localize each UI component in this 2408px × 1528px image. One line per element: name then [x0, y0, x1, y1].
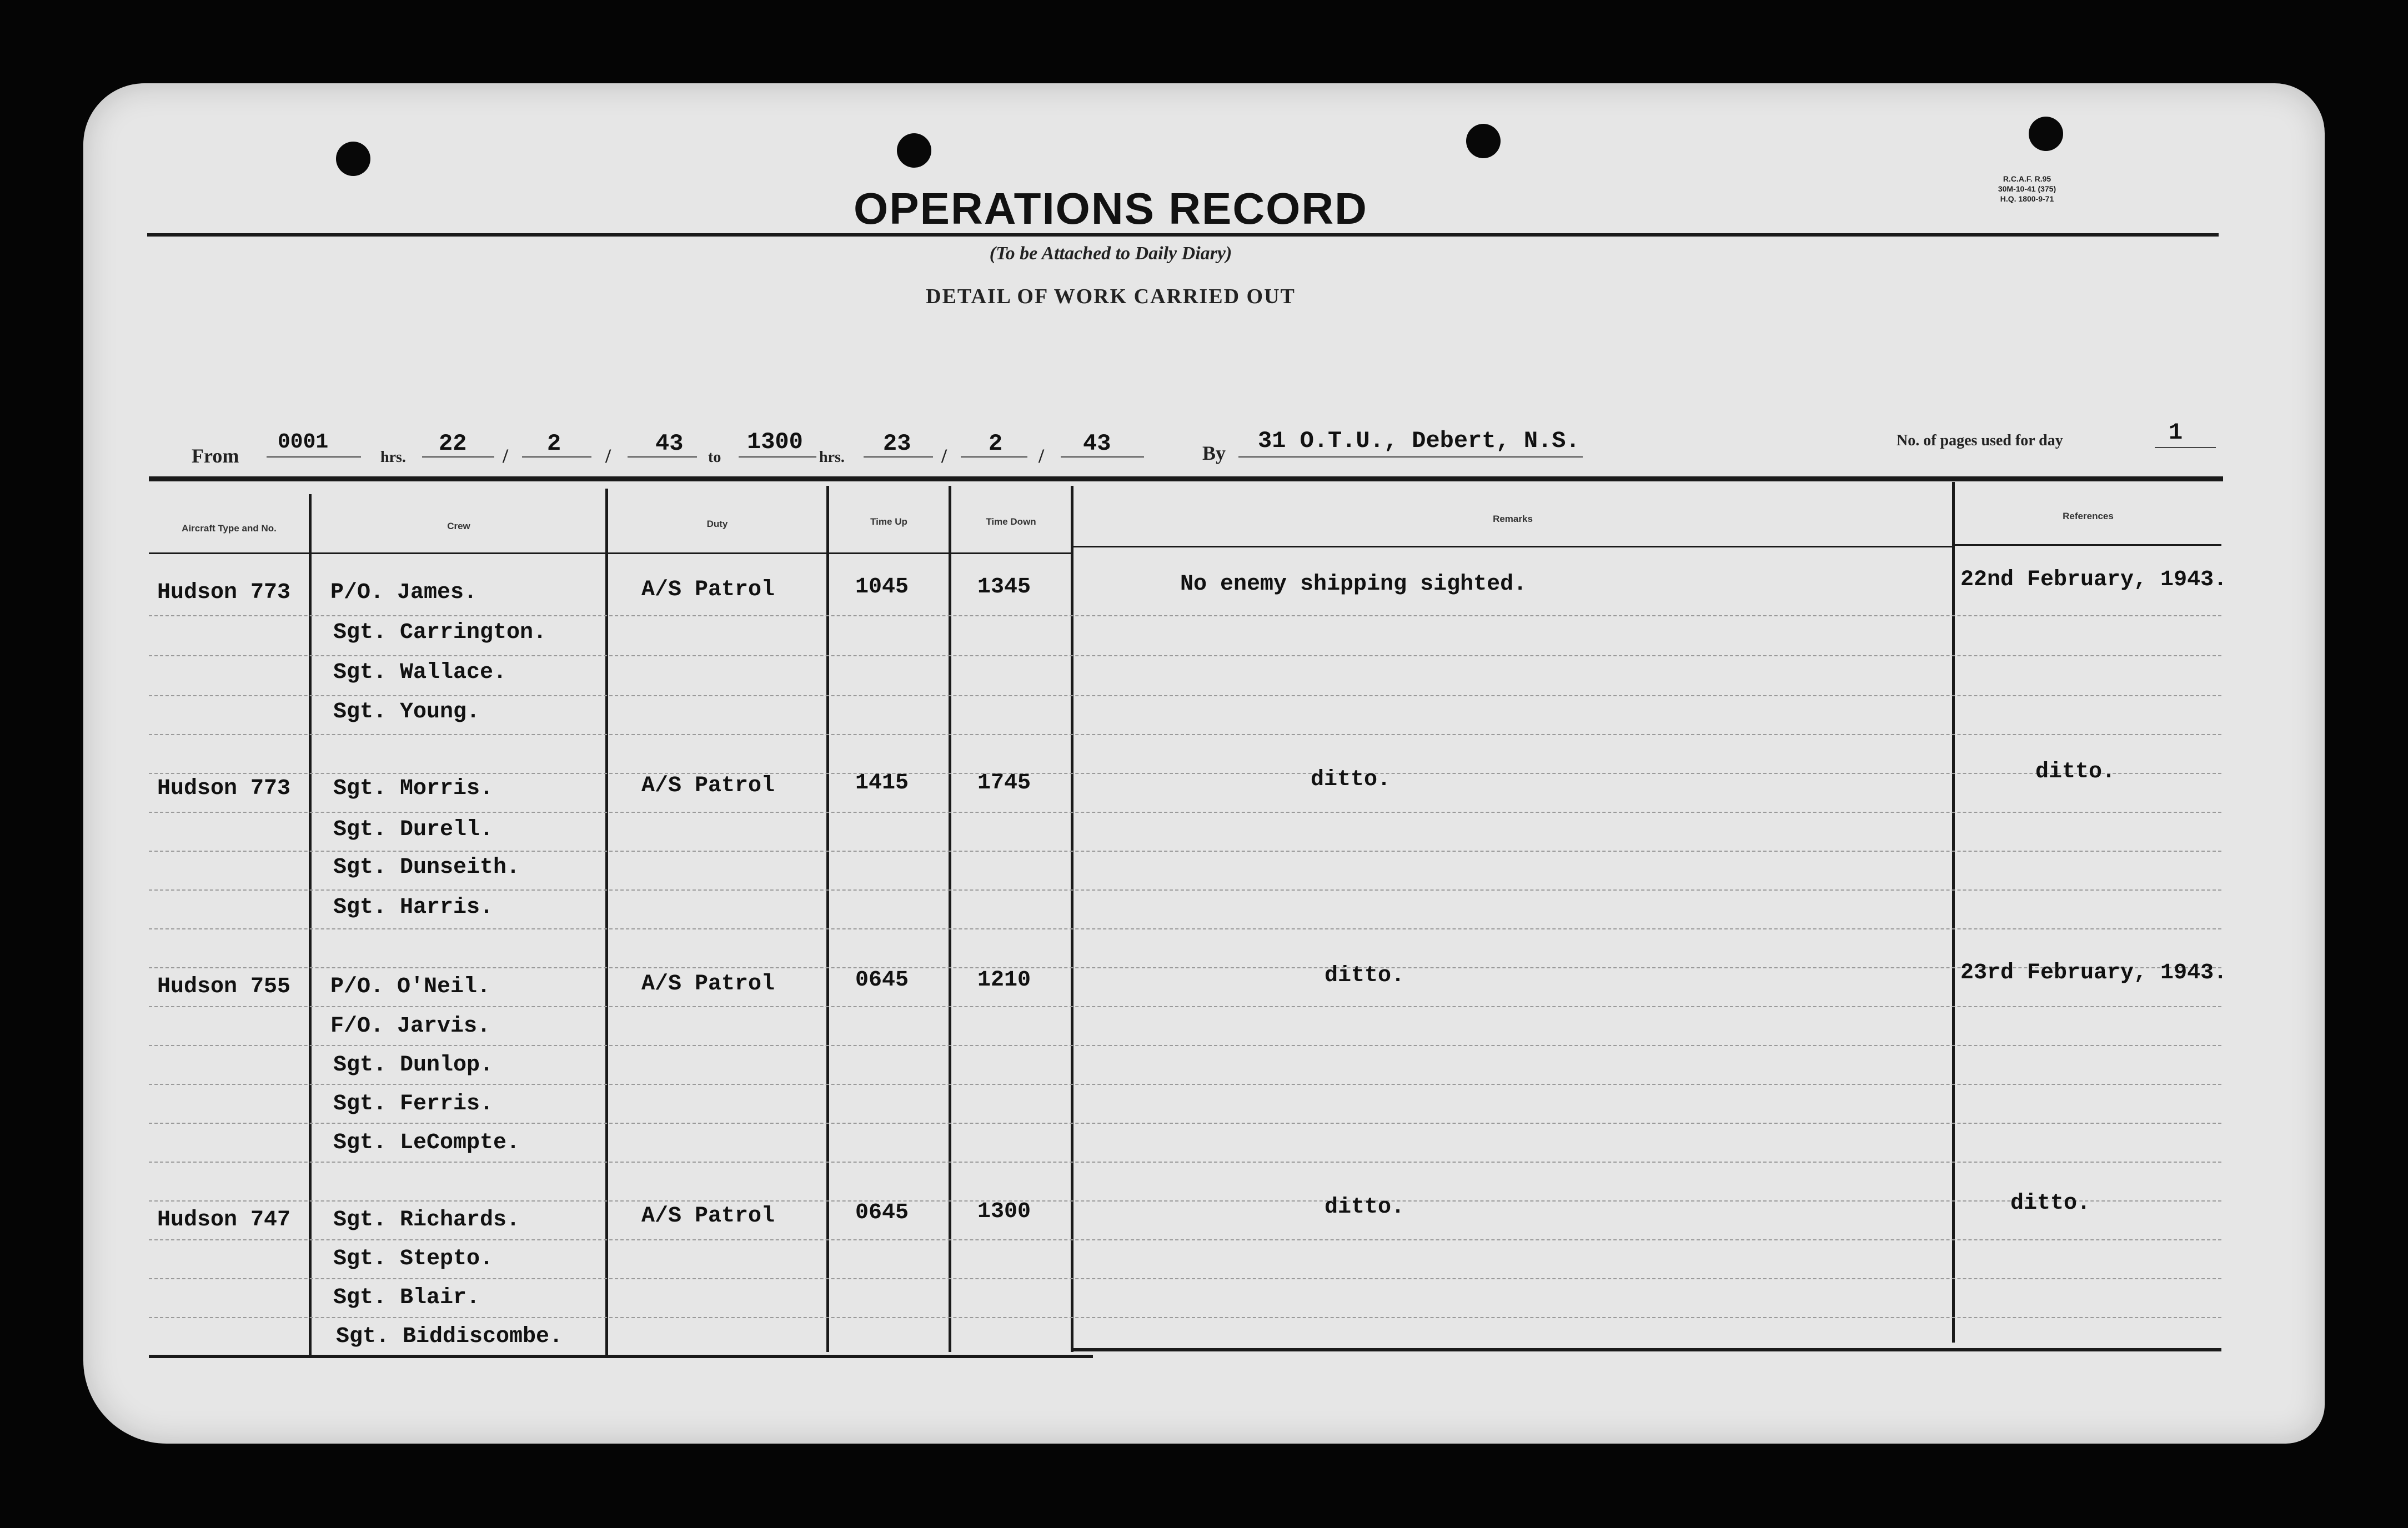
pages-value: 1: [2169, 419, 2183, 446]
ruled-line: [149, 851, 2221, 852]
ruled-line: [149, 655, 2221, 656]
crew-cell: Sgt. Carrington.: [333, 620, 547, 645]
to-label: to: [708, 449, 721, 466]
date-separator: /: [1039, 445, 1045, 467]
underline: [1061, 456, 1144, 458]
from-year-value: 43: [655, 430, 684, 457]
aircraft-cell: Hudson 773: [157, 776, 291, 801]
time-down-cell: 1745: [977, 771, 1031, 796]
date-separator: /: [503, 445, 509, 467]
underline: [267, 456, 361, 458]
page-subtitle-detail: DETAIL OF WORK CARRIED OUT: [926, 285, 1296, 308]
column-header-references: References: [2063, 511, 2114, 521]
duty-cell: A/S Patrol: [641, 1204, 775, 1229]
to-hrs-value: 1300: [747, 429, 803, 455]
reference-cell: 23rd February, 1943.: [1960, 961, 2228, 986]
aircraft-cell: Hudson 747: [157, 1208, 291, 1233]
crew-cell: P/O. O'Neil.: [330, 974, 491, 999]
ruled-line: [149, 1239, 2221, 1240]
ruled-line: [149, 1006, 2221, 1007]
page-subtitle: (To be Attached to Daily Diary): [989, 243, 1232, 264]
time-down-cell: 1210: [977, 968, 1031, 993]
form-code-line: 30M-10-41 (375): [1998, 184, 2056, 193]
form-code-line: H.Q. 1800-9-71: [2000, 194, 2054, 203]
aircraft-cell: Hudson 773: [157, 580, 291, 605]
crew-cell: P/O. James.: [330, 580, 478, 605]
crew-cell: Sgt. Biddiscombe.: [336, 1324, 563, 1349]
from-hrs-value: 0001: [278, 430, 329, 454]
ruled-line: [149, 773, 2221, 774]
time-down-cell: 1345: [977, 575, 1031, 600]
table-bottom-rule: [1072, 1348, 2221, 1351]
reference-cell: ditto.: [2035, 760, 2116, 785]
from-label: From: [192, 445, 239, 467]
time-up-cell: 1415: [855, 771, 909, 796]
table-header-rule: [149, 552, 1071, 554]
column-divider: [605, 489, 608, 1355]
form-code: [1977, 174, 2077, 204]
crew-cell: Sgt. LeCompte.: [333, 1130, 520, 1155]
column-header-aircraft: Aircraft Type and No.: [182, 523, 277, 534]
crew-cell: Sgt. Dunlop.: [333, 1053, 494, 1078]
underline: [522, 456, 591, 458]
crew-cell: Sgt. Wallace.: [333, 660, 507, 685]
reference-cell: ditto.: [2010, 1191, 2091, 1216]
ruled-line: [149, 889, 2221, 891]
from-day-value: 22: [439, 430, 467, 457]
underline: [739, 456, 816, 458]
column-header-duty: Duty: [706, 519, 728, 529]
time-up-cell: 0645: [855, 968, 909, 993]
underline: [1238, 456, 1583, 458]
punch-hole: [1466, 124, 1501, 158]
crew-cell: F/O. Jarvis.: [330, 1014, 491, 1039]
column-divider: [309, 494, 312, 1355]
ruled-line: [149, 1123, 2221, 1124]
ruled-line: [149, 1278, 2221, 1279]
table-top-rule: [149, 476, 2223, 481]
remarks-cell: No enemy shipping sighted.: [1180, 572, 1527, 597]
underline: [2155, 447, 2216, 448]
form-code-line: R.C.A.F. R.95: [2003, 174, 2051, 183]
remarks-cell: ditto.: [1325, 1195, 1405, 1220]
crew-cell: Sgt. Blair.: [333, 1285, 480, 1310]
crew-cell: Sgt. Stepto.: [333, 1246, 494, 1271]
hrs-label: hrs.: [819, 449, 845, 466]
column-header-time-up: Time Up: [870, 516, 907, 527]
column-header-remarks: Remarks: [1493, 514, 1533, 524]
ruled-line: [149, 695, 2221, 696]
table-header-rule: [1072, 546, 1955, 547]
hrs-label: hrs.: [380, 449, 406, 466]
crew-cell: Sgt. Harris.: [333, 895, 494, 920]
ruled-line: [149, 1084, 2221, 1085]
punch-hole: [2029, 117, 2063, 151]
crew-cell: Sgt. Morris.: [333, 776, 494, 801]
ruled-line: [149, 1200, 2221, 1202]
ruled-line: [149, 615, 2221, 616]
remarks-cell: ditto.: [1325, 963, 1405, 988]
ruled-line: [149, 1162, 2221, 1163]
duty-cell: A/S Patrol: [641, 972, 775, 997]
ruled-line: [149, 1045, 2221, 1046]
punch-hole: [336, 142, 370, 176]
by-label: By: [1202, 442, 1226, 464]
to-month-value: 2: [989, 430, 1003, 457]
date-separator: /: [605, 445, 611, 467]
ruled-line: [149, 812, 2221, 813]
to-year-value: 43: [1083, 430, 1111, 457]
underline: [628, 456, 697, 458]
duty-cell: A/S Patrol: [641, 577, 775, 602]
crew-cell: Sgt. Richards.: [333, 1208, 520, 1233]
time-down-cell: 1300: [977, 1199, 1031, 1224]
crew-cell: Sgt. Dunseith.: [333, 855, 520, 880]
page-title: OPERATIONS RECORD: [854, 184, 1368, 233]
underline: [961, 456, 1027, 458]
crew-cell: Sgt. Ferris.: [333, 1092, 494, 1117]
underline: [864, 456, 933, 458]
ruled-line: [149, 1317, 2221, 1318]
ruled-line: [149, 734, 2221, 735]
crew-cell: Sgt. Young.: [333, 700, 480, 725]
unit-value: 31 O.T.U., Debert, N.S.: [1258, 428, 1580, 454]
aircraft-cell: Hudson 755: [157, 974, 291, 999]
time-up-cell: 0645: [855, 1200, 909, 1225]
crew-cell: Sgt. Durell.: [333, 817, 494, 842]
table-header-rule: [1955, 544, 2221, 546]
reference-cell: 22nd February, 1943.: [1960, 567, 2228, 592]
duty-cell: A/S Patrol: [641, 773, 775, 798]
to-day-value: 23: [883, 430, 911, 457]
time-up-cell: 1045: [855, 575, 909, 600]
from-month-value: 2: [547, 430, 561, 457]
column-header-time-down: Time Down: [986, 516, 1036, 527]
remarks-cell: ditto.: [1311, 767, 1391, 792]
column-divider: [1952, 482, 1955, 1343]
pages-label: No. of pages used for day: [1897, 432, 2063, 449]
column-header-crew: Crew: [447, 521, 470, 531]
ruled-line: [149, 928, 2221, 929]
punch-hole: [897, 133, 931, 168]
ruled-line: [149, 967, 2221, 968]
date-separator: /: [941, 445, 947, 467]
table-bottom-rule: [149, 1355, 1093, 1358]
underline: [422, 456, 494, 458]
